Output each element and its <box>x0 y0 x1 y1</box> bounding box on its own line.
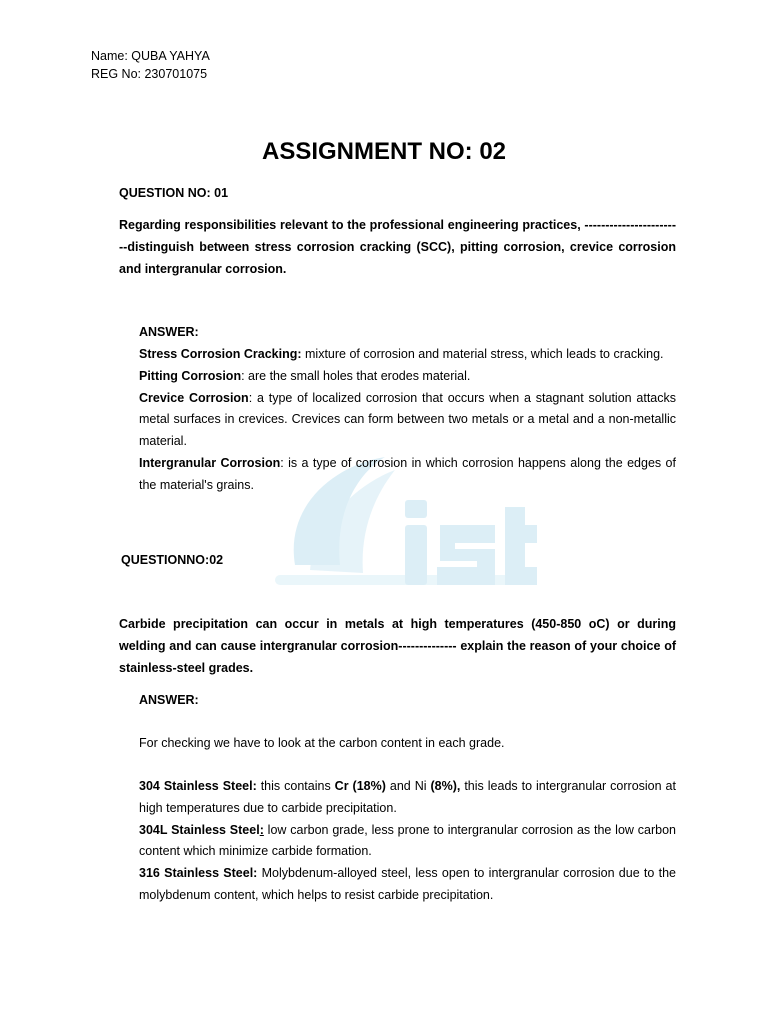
answer-1-item-crevice <box>139 388 676 453</box>
answer-1-body <box>139 344 676 497</box>
answer-2-body <box>139 776 676 907</box>
term-304: 304 Stainless Steel: <box>139 779 257 793</box>
question-1-heading: QUESTION NO: 01 <box>119 186 229 200</box>
answer-2-heading: ANSWER: <box>139 693 199 707</box>
desc-scc: mixture of corrosion and material stress, which leads to cracking. <box>301 347 664 361</box>
ni-content: (8%), <box>430 779 461 793</box>
desc-304-c: this leads to intergranular corrosion at high temperatures due to carbide precipitation. <box>139 779 676 815</box>
question-2-text: Carbide precipitation can occur in metals at high temperatures (450-850 oC) or during welding and can cause intergranular corrosion-------------- explain the reason of your choice of stainless-steel grades. <box>119 617 676 675</box>
cr-content: Cr (18%) <box>334 779 386 793</box>
assignment-title: ASSIGNMENT NO: 02 <box>261 138 507 165</box>
desc-304-a: this contains <box>256 779 335 793</box>
desc-304-b: and Ni <box>385 779 431 793</box>
desc-316: Molybdenum-alloyed steel, less open to intergranular corrosion due to the molybdenum content, which helps to resist carbide precipitation. <box>139 866 677 902</box>
student-name: Name: QUBA YAHYA <box>91 49 210 63</box>
answer-1-item-pitting <box>139 366 676 388</box>
answer-2-intro: For checking we have to look at the carbon content in each grade. <box>139 736 505 750</box>
term-304l-colon: : <box>259 822 264 837</box>
answer-2-item-316 <box>139 863 676 907</box>
term-pitting: Pitting Corrosion <box>139 368 242 383</box>
answer-1-item-intergranular <box>139 453 676 497</box>
desc-intergranular: : is a type of corrosion in which corrosion happens along the edges of the material's grains. <box>139 455 676 492</box>
desc-pitting: : are the small holes that erodes material. <box>241 368 471 383</box>
term-intergranular: Intergranular Corrosion <box>139 455 281 470</box>
desc-crevice: : a type of localized corrosion that occurs when a stagnant solution attacks metal surfaces in crevices. Crevices can form between two metals or a metal and a non-metallic material. <box>139 390 676 449</box>
answer-2-item-304l <box>139 820 676 864</box>
reg-number: REG No: 230701075 <box>91 67 208 81</box>
question-1-text: Regarding responsibilities relevant to the professional engineering practices, ------------------------distinguish between stress corrosion cracking (SCC), pitting corrosion, crevice corrosion and intergranular corrosion. <box>119 218 676 276</box>
answer-1-item-scc <box>139 344 676 366</box>
question-2-heading: QUESTIONNO:02 <box>121 553 224 567</box>
term-316: 316 Stainless Steel: <box>139 866 258 881</box>
answer-2-item-304 <box>139 776 676 820</box>
answer-1-heading: ANSWER: <box>139 325 199 339</box>
desc-304l: low carbon grade, less prone to intergranular corrosion as the low carbon content which minimize carbide formation. <box>139 822 676 859</box>
watermark-t <box>505 507 537 585</box>
term-scc: Stress Corrosion Cracking: <box>139 347 302 361</box>
term-304l: 304L Stainless Steel <box>139 822 260 837</box>
term-crevice: Crevice Corrosion <box>139 390 249 405</box>
